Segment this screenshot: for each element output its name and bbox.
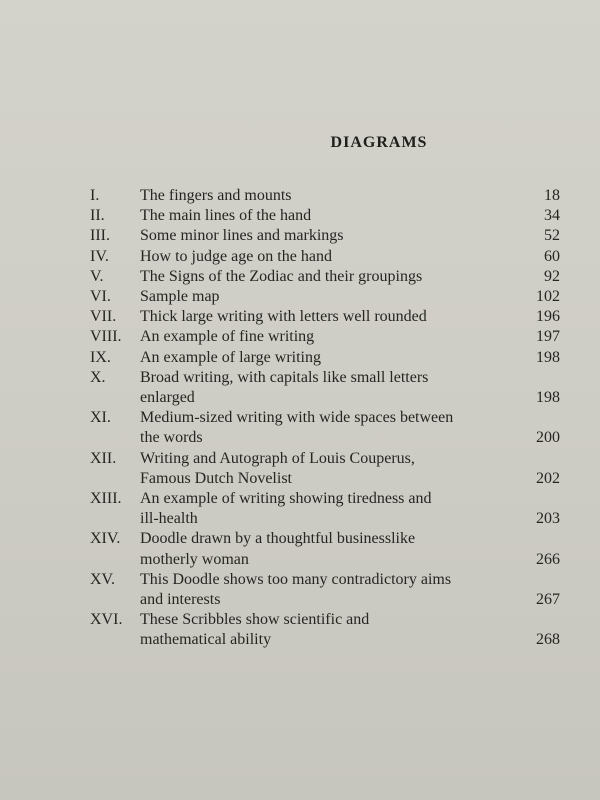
list-item [90,287,560,307]
entry-number: IX. [90,348,111,366]
entry-title: An example of fine writing [140,328,315,346]
entry-title: Doodle drawn by a thoughtful businesslike motherly woman [140,530,416,568]
entry-number: X. [90,368,106,386]
entry-title: The fingers and mounts [140,187,292,204]
entry-title: Writing and Autograph of Louis Couperus, Famous Dutch Novelist [140,449,415,487]
entry-page: 102 [536,288,560,306]
entry-title: Medium-sized writing with wide spaces between the words [140,409,454,447]
entry-page: 268 [536,631,560,649]
diagram-list [90,186,560,651]
entry-page: 267 [536,591,560,609]
list-item [90,449,560,489]
list-item [90,489,560,529]
list-item [90,307,560,327]
list-item [90,570,560,610]
list-item [90,408,560,448]
entry-number: XI. [90,409,111,427]
entry-title: These Scribbles show scientific and mathematical ability [140,611,370,649]
entry-page: 198 [536,348,560,366]
entry-page: 92 [544,267,560,285]
entry-title: Sample map [140,288,220,306]
entry-page: 60 [544,247,560,265]
entry-number: VI. [90,288,111,306]
entry-number: XIII. [90,490,122,508]
list-item [90,610,560,650]
entry-page: 202 [536,469,560,487]
entry-title: The Signs of the Zodiac and their groupings [140,267,423,285]
entry-number: I. [90,187,100,204]
list-item [90,327,560,347]
list-item [90,226,560,246]
entry-number: III. [90,227,110,245]
entry-number: V. [90,267,104,285]
list-item [90,348,560,368]
entry-page: 18 [544,187,560,204]
list-item [90,267,560,287]
list-item [90,206,560,226]
entry-page: 198 [536,389,560,407]
list-item [90,186,560,206]
entry-page: 52 [544,227,560,245]
entry-page: 266 [536,550,560,568]
entry-page: 200 [536,429,560,447]
page-title: DIAGRAMS [330,134,428,151]
entry-title: This Doodle shows too many contradictory aims and interests [140,570,452,609]
entry-number: XVI. [90,611,123,629]
entry-number: XII. [90,449,117,467]
entry-title: How to judge age on the hand [140,247,332,265]
list-item [90,529,560,569]
entry-number: VIII. [90,328,122,346]
entry-page: 34 [544,207,560,225]
list-item [90,368,560,408]
entry-title: Thick large writing with letters well rounded [140,308,427,326]
entry-page: 196 [536,308,560,326]
entry-number: VII. [90,308,117,326]
entry-page: 197 [536,328,560,346]
entry-number: XIV. [90,530,121,548]
entry-number: XV. [90,570,116,588]
entry-title: An example of writing showing tiredness and ill-health [140,490,432,528]
entry-page: 203 [536,510,560,528]
entry-title: Broad writing, with capitals like small letters enlarged [140,368,429,407]
entry-title: Some minor lines and markings [140,227,344,245]
entry-number: II. [90,207,105,225]
entry-title: The main lines of the hand [140,207,312,225]
entry-number: IV. [90,247,109,265]
entry-title: An example of large writing [140,348,321,366]
list-item [90,247,560,267]
